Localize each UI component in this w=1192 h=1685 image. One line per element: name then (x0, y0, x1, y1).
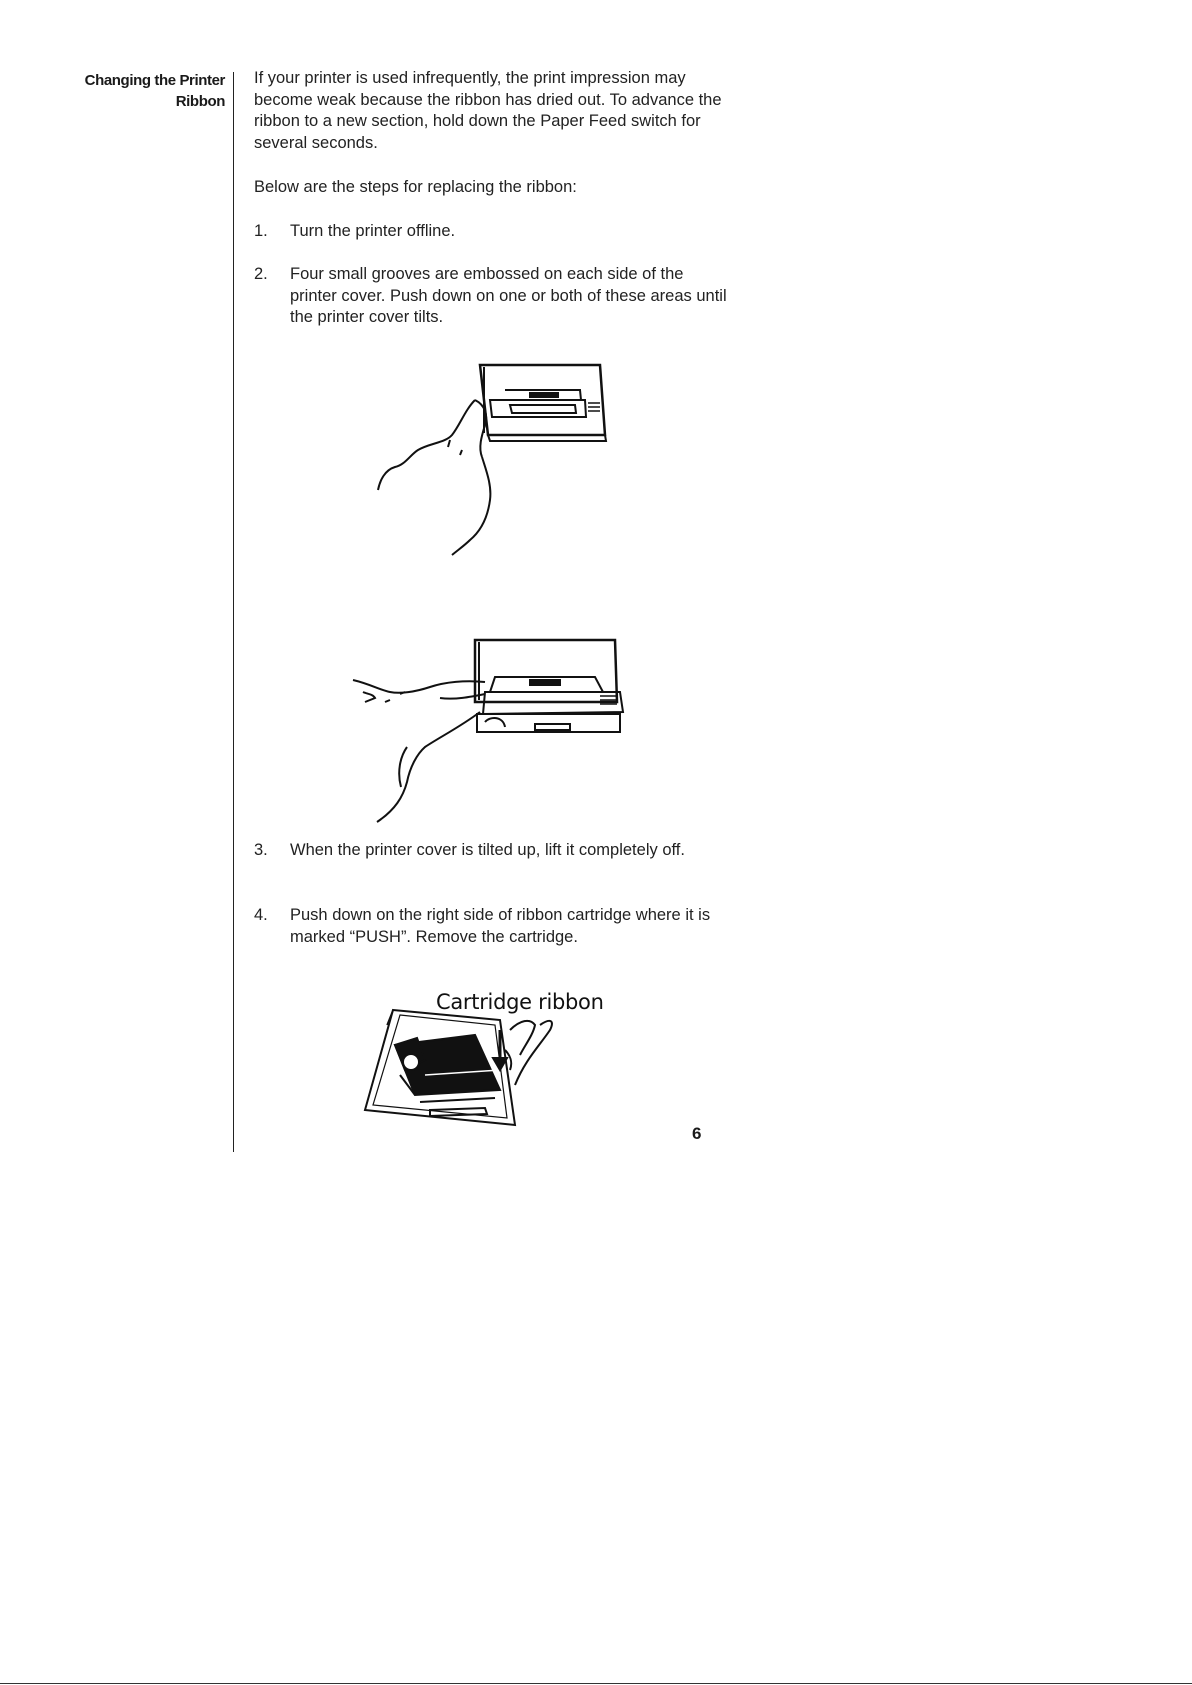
page-number: 6 (692, 1124, 702, 1143)
press-cover-illustration (360, 355, 620, 570)
step-number: 2. (254, 265, 268, 283)
lift-cover-illustration (345, 632, 625, 832)
cartridge-ribbon-illustration (355, 990, 570, 1135)
step-text: Turn the printer offline. (290, 222, 456, 240)
section-heading-line2: Ribbon (175, 93, 225, 110)
section-heading (40, 70, 225, 112)
intro-paragraph: If your printer is used infrequently, the print impression may become weak because the ribbon has dried out. To advance the ribbon to a new section, hold down the Paper Feed switch for several seconds. (254, 69, 722, 152)
step-number: 3. (254, 841, 268, 859)
step-text: When the printer cover is tilted up, lift it completely off. (290, 841, 685, 859)
step-text: Four small grooves are embossed on each side of the printer cover. Push down on one or both of these areas until the printer cover tilts. (290, 265, 727, 326)
bottom-rule (0, 1683, 1192, 1684)
cartridge-ribbon-label: Cartridge ribbon (436, 990, 604, 1014)
steps-intro: Below are the steps for replacing the ribbon: (254, 178, 577, 196)
margin-rule (233, 72, 234, 1152)
step-number: 4. (254, 906, 268, 924)
step-text: Push down on the right side of ribbon cartridge where it is marked “PUSH”. Remove the cartridge. (290, 906, 711, 946)
step-number: 1. (254, 222, 268, 240)
section-heading-line1: Changing the Printer (84, 72, 225, 89)
